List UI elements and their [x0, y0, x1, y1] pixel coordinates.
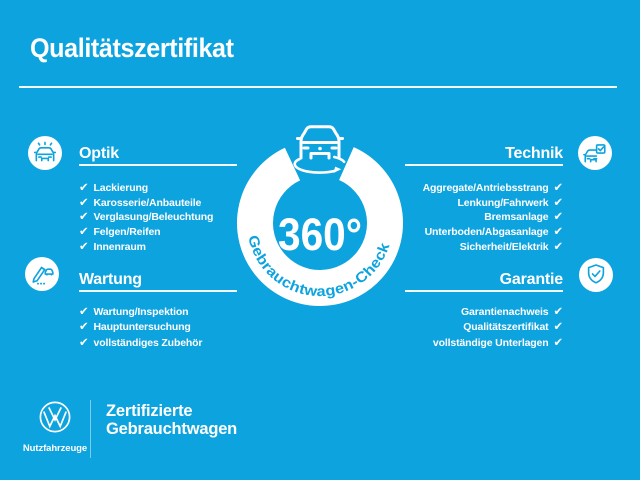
check-list-item [79, 224, 213, 239]
section-title-technik: Technik [505, 145, 563, 162]
car-360-rotation-icon [295, 127, 344, 173]
check-list-label: vollständige Unterlagen [432, 336, 549, 349]
check-list-label: Wartung/Inspektion [93, 306, 189, 318]
garantie-checklist [433, 304, 563, 350]
check-icon: ✔ [79, 180, 89, 194]
check-icon: ✔ [553, 319, 563, 334]
wartung-title-rule [79, 290, 237, 292]
tagline-line-1: Zertifizierte [106, 402, 193, 420]
check-list-item [423, 180, 563, 195]
check-list-item [79, 209, 213, 224]
check-list-label: Karosserie/Anbauteile [93, 196, 202, 209]
check-list-label: vollständiges Zubehör [93, 336, 203, 349]
technik-badge [578, 136, 612, 170]
check-icon: ✔ [79, 304, 89, 318]
check-list-label: Bremsanlage [484, 211, 549, 224]
check-list-label: Hauptuntersuchung [93, 321, 191, 334]
footer-divider [90, 400, 91, 458]
check-icon: ✔ [79, 334, 89, 349]
check-list-item [423, 209, 563, 224]
optik-title-rule [79, 164, 237, 166]
check-list-label: Lackierung [93, 182, 149, 194]
car-shine-icon [32, 140, 58, 166]
check-list-label: Qualitätszertifikat [463, 321, 549, 334]
technik-checklist [423, 180, 563, 253]
footer-tagline [106, 403, 237, 438]
check-list-item [79, 319, 202, 334]
check-list-label: Felgen/Reifen [93, 226, 161, 239]
check-list-label: Innenraum [93, 240, 146, 253]
shield-check-icon [583, 262, 609, 288]
check-list-label: Lenkung/Fahrwerk [457, 196, 549, 209]
check-list-item [423, 239, 563, 254]
check-list-item [79, 335, 202, 350]
page-title: Qualitätszertifikat [30, 33, 234, 63]
garantie-badge [579, 258, 613, 292]
tagline-line-2: Gebrauchtwagen [106, 419, 238, 438]
check-list-item [433, 335, 563, 350]
check-icon: ✔ [553, 238, 563, 253]
pencil-car-icon [29, 261, 55, 287]
check-icon: ✔ [553, 194, 563, 209]
ring-label: Gebrauchtwagen-Check [244, 233, 394, 301]
check-list-label: Aggregate/Antriebsstrang [422, 182, 549, 194]
vw-logo [39, 401, 71, 433]
section-title-wartung: Wartung [79, 271, 142, 288]
check-list-item [423, 195, 563, 210]
check-list-item [79, 195, 213, 210]
check-icon: ✔ [79, 194, 89, 209]
garantie-title-rule [405, 290, 563, 292]
check-list-item [433, 319, 563, 334]
check-list-label: Unterboden/Abgasanlage [424, 226, 549, 239]
check-list-item [79, 304, 202, 319]
check-list-label: Sicherheit/Elektrik [459, 240, 549, 253]
technik-title-rule [405, 164, 563, 166]
check-icon: ✔ [79, 209, 89, 224]
car-checklist-icon [582, 140, 608, 166]
section-title-garantie: Garantie [499, 271, 563, 288]
check-icon: ✔ [553, 180, 563, 194]
degrees-label: 360° [278, 209, 362, 260]
check-icon: ✔ [79, 224, 89, 239]
check-icon: ✔ [79, 238, 89, 253]
wartung-badge [25, 257, 59, 291]
check-icon: ✔ [553, 304, 563, 318]
check-list-item [79, 180, 213, 195]
check-icon: ✔ [553, 334, 563, 349]
section-title-optik: Optik [79, 145, 119, 162]
check-icon: ✔ [79, 319, 89, 334]
check-list-item [433, 304, 563, 319]
wartung-checklist [79, 304, 202, 350]
check-icon: ✔ [553, 209, 563, 224]
check-list-item [423, 224, 563, 239]
brand-sublabel: Nutzfahrzeuge [22, 443, 88, 454]
optik-checklist [79, 180, 213, 253]
check-list-item [79, 239, 213, 254]
check-list-label: Garantienachweis [461, 306, 549, 318]
check-list-label: Verglasung/Beleuchtung [93, 211, 214, 224]
optik-badge [28, 136, 62, 170]
check-icon: ✔ [553, 224, 563, 239]
